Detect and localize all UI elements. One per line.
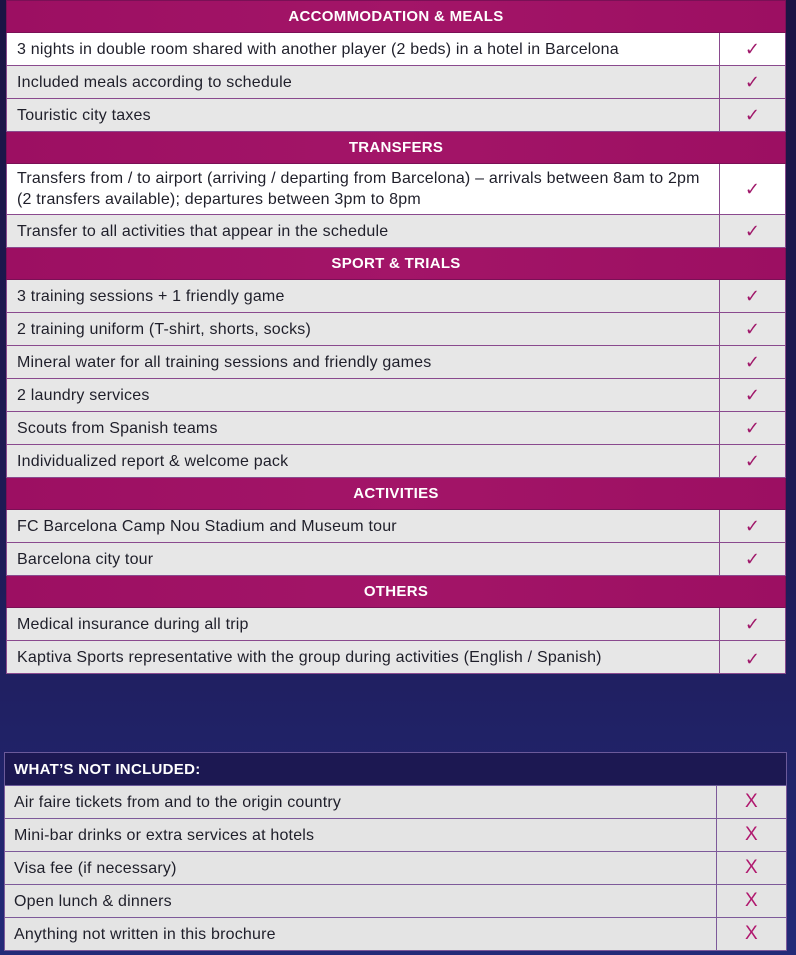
included-table [6,0,786,674]
item-text: Transfers from / to airport (arriving / departing from Barcelona) – arrivals between 8am to 2pm (2 transfers available); departures between 3pm to 8pm [7,164,720,215]
section-title: ACCOMMODATION & MEALS [7,1,786,33]
item-text: Transfer to all activities that appear in the schedule [7,215,720,248]
item-text: 2 training uniform (T-shirt, shorts, socks) [7,313,720,346]
item-text: Visa fee (if necessary) [5,852,717,885]
section-title: SPORT & TRIALS [7,248,786,280]
item-text: 3 nights in double room shared with another player (2 beds) in a hotel in Barcelona [7,33,720,66]
section-title: ACTIVITIES [7,478,786,510]
table-row [7,280,786,313]
table-row [7,33,786,66]
section-header-sport-trials [7,248,786,280]
item-text: Kaptiva Sports representative with the group during activities (English / Spanish) [7,641,720,674]
cross-icon: X [716,918,786,951]
table-row [7,412,786,445]
check-icon: ✓ [719,608,785,641]
check-icon: ✓ [719,412,785,445]
check-icon: ✓ [719,215,785,248]
check-icon: ✓ [719,641,785,674]
item-text: Anything not written in this brochure [5,918,717,951]
check-icon: ✓ [719,313,785,346]
item-text: Scouts from Spanish teams [7,412,720,445]
cross-icon: X [716,885,786,918]
check-icon: ✓ [719,346,785,379]
section-title: OTHERS [7,576,786,608]
not-included-title: WHAT’S NOT INCLUDED: [5,753,787,786]
table-row [5,819,787,852]
table-row [7,99,786,132]
check-icon: ✓ [719,543,785,576]
section-header-transfers [7,132,786,164]
check-icon: ✓ [719,99,785,132]
section-header-activities [7,478,786,510]
not-included-table [4,752,787,951]
section-header-others [7,576,786,608]
section-title: TRANSFERS [7,132,786,164]
check-icon: ✓ [719,280,785,313]
table-row [7,608,786,641]
item-text: Included meals according to schedule [7,66,720,99]
check-icon: ✓ [719,33,785,66]
item-text: Mini-bar drinks or extra services at hotels [5,819,717,852]
item-text: Mineral water for all training sessions and friendly games [7,346,720,379]
table-row [5,918,787,951]
check-icon: ✓ [719,379,785,412]
cross-icon: X [716,786,786,819]
table-row [7,543,786,576]
item-text: Individualized report & welcome pack [7,445,720,478]
item-text: Air faire tickets from and to the origin country [5,786,717,819]
cross-icon: X [716,819,786,852]
table-row [5,852,787,885]
check-icon: ✓ [719,510,785,543]
item-text: 3 training sessions + 1 friendly game [7,280,720,313]
table-row [7,346,786,379]
table-row [7,641,786,674]
check-icon: ✓ [719,66,785,99]
table-row [7,445,786,478]
table-row [7,66,786,99]
item-text: Touristic city taxes [7,99,720,132]
check-icon: ✓ [719,164,785,215]
not-included-header [5,753,787,786]
item-text: 2 laundry services [7,379,720,412]
table-row [7,379,786,412]
table-row [7,164,786,215]
item-text: Open lunch & dinners [5,885,717,918]
cross-icon: X [716,852,786,885]
item-text: Medical insurance during all trip [7,608,720,641]
table-row [5,786,787,819]
section-header-accommodation [7,1,786,33]
check-icon: ✓ [719,445,785,478]
table-row [7,215,786,248]
table-row [5,885,787,918]
table-row [7,510,786,543]
table-row [7,313,786,346]
item-text: FC Barcelona Camp Nou Stadium and Museum tour [7,510,720,543]
item-text: Barcelona city tour [7,543,720,576]
